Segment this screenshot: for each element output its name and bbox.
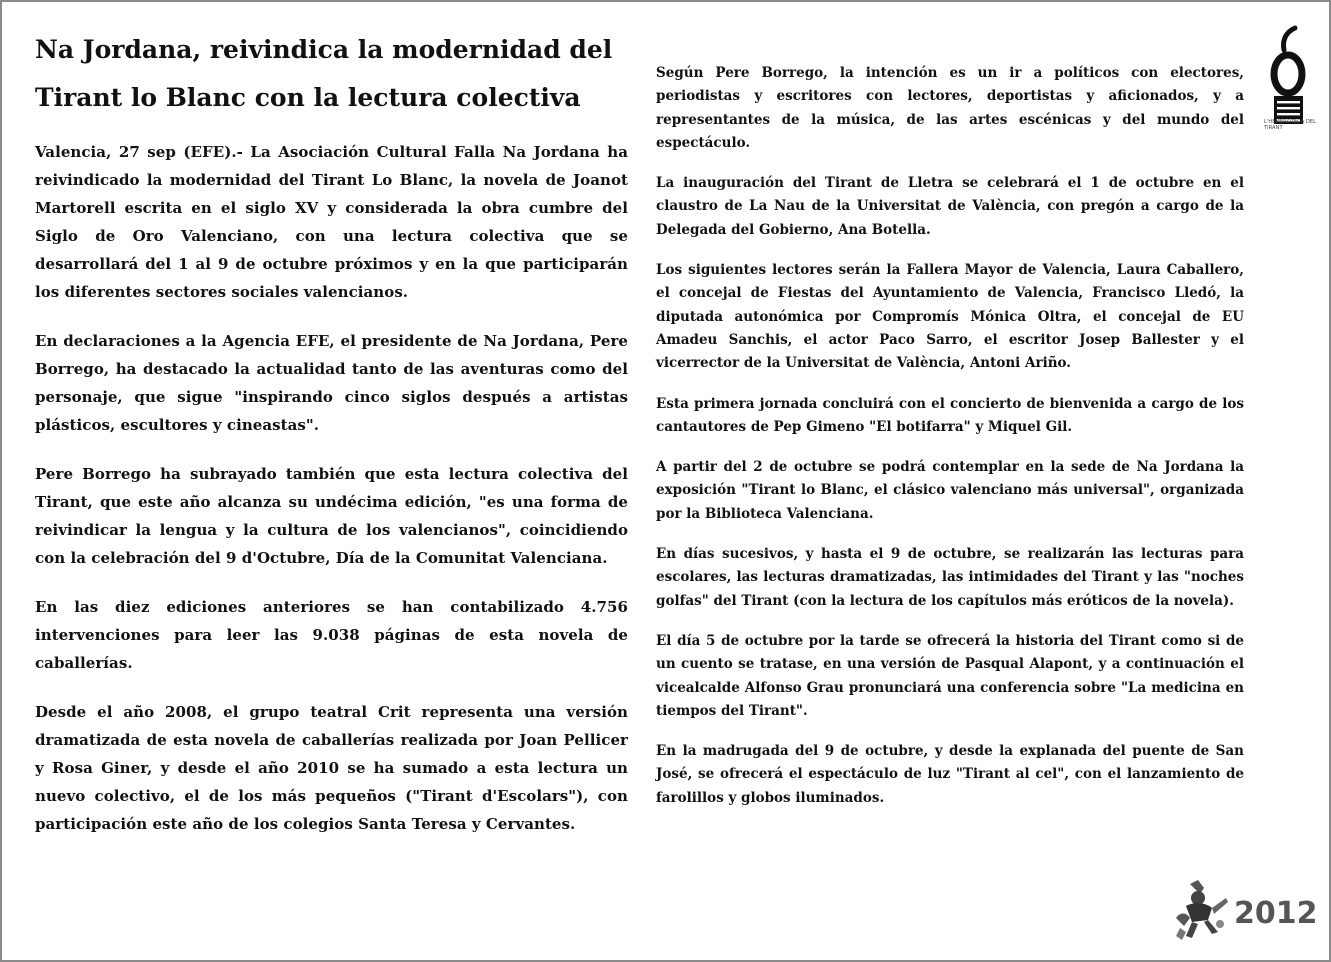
right-paragraph: Según Pere Borrego, la intención es un ir a políticos con electores, periodistas y escritores con lectores, deportistas y aficionados, y a representantes de la música, de las artes escénicas y del mundo del espectáculo. [656,65,1244,151]
logo-caption: L'HEMEROTECA DEL TIRANT [1264,119,1317,131]
right-paragraph: Esta primera jornada concluirá con el concierto de bienvenida a cargo de los cantautores de Pep Gimeno "El botifarra" y Miquel Gil. [656,395,1244,435]
tirant-figure-icon [1172,878,1232,942]
hemeroteca-logo-icon [1268,24,1310,134]
right-column [656,62,1244,827]
left-paragraph: Pere Borrego ha subrayado también que esta lectura colectiva del Tirant, que este año alcanza su undécima edición, "es una forma de reivindicar la lengua y la cultura de los valencianos", coincidiendo con la celebración del 9 d'Octubre, Día de la Comunitat Valenciana. [35,465,628,567]
right-paragraph: En la madrugada del 9 de octubre, y desde la explanada del puente de San José, se ofrecerá el espectáculo de luz "Tirant al cel", con el lanzamiento de farolillos y globos iluminados. [656,743,1244,806]
article-title: Na Jordana, reivindica la modernidad del Tirant lo Blanc con la lectura colectiva [35,35,613,112]
right-paragraph: El día 5 de octubre por la tarde se ofrecerá la historia del Tirant como si de un cuento se tratase, en una versión de Pasqual Alapont, y a continuación el vicealcalde Alfonso Grau pronunciará una conferencia sobre "La medicina en tiempos del Tirant". [656,632,1244,719]
footer-year: 2012 [1234,896,1318,931]
left-paragraph: Desde el año 2008, el grupo teatral Crit representa una versión dramatizada de esta novela de caballerías realizada por Joan Pellicer y Rosa Giner, y desde el año 2010 se ha sumado a esta lectura un nuevo colectivo, el de los más pequeños ("Tirant d'Escolars"), con participación este año de los colegios Santa Teresa y Cervantes. [35,703,628,833]
right-paragraph: En días sucesivos, y hasta el 9 de octubre, se realizarán las lecturas para escolares, las lecturas dramatizadas, las intimidades del Tirant y las "noches golfas" del Tirant (con la lectura de los capítulos más eróticos de la novela). [656,546,1244,609]
left-column [35,26,628,859]
right-paragraph: A partir del 2 de octubre se podrá contemplar en la sede de Na Jordana la exposición "Tirant lo Blanc, el clásico valenciano más universal", organizada por la Biblioteca Valenciana. [656,459,1244,522]
right-paragraph: Los siguientes lectores serán la Fallera Mayor de Valencia, Laura Caballero, el concejal de Fiestas del Ayuntamiento de Valencia, Francisco Lledó, la diputada autonómica por Compromís Mónica Oltra, el concejal de EU Amadeu Sanchis, el actor Paco Sarro, el escritor Josep Ballester y el vicerrector de la Universitat de València, Antoni Ariño. [656,262,1244,372]
right-paragraph: La inauguración del Tirant de Lletra se celebrará el 1 de octubre en el claustro de La Nau de la Universitat de València, con pregón a cargo de la Delegada del Gobierno, Ana Botella. [656,175,1244,238]
left-paragraph: En las diez ediciones anteriores se han contabilizado 4.756 intervenciones para leer las 9.038 páginas de esta novela de caballerías. [35,598,628,672]
left-paragraph: Valencia, 27 sep (EFE).- La Asociación Cultural Falla Na Jordana ha reivindicado la modernidad del Tirant Lo Blanc, la novela de Joanot Martorell escrita en el siglo XV y considerada la obra cumbre del Siglo de Oro Valenciano, con una lectura colectiva que se desarrollará del 1 al 9 de octubre próximos y en la que participarán los diferentes sectores sociales valencianos. [35,143,628,301]
footer-year-block [1172,878,1318,942]
left-paragraph: En declaraciones a la Agencia EFE, el presidente de Na Jordana, Pere Borrego, ha destacado la actualidad tanto de las aventuras como del personaje, que sigue "inspirando cinco siglos después a artistas plásticos, escultores y cineastas". [35,332,628,434]
